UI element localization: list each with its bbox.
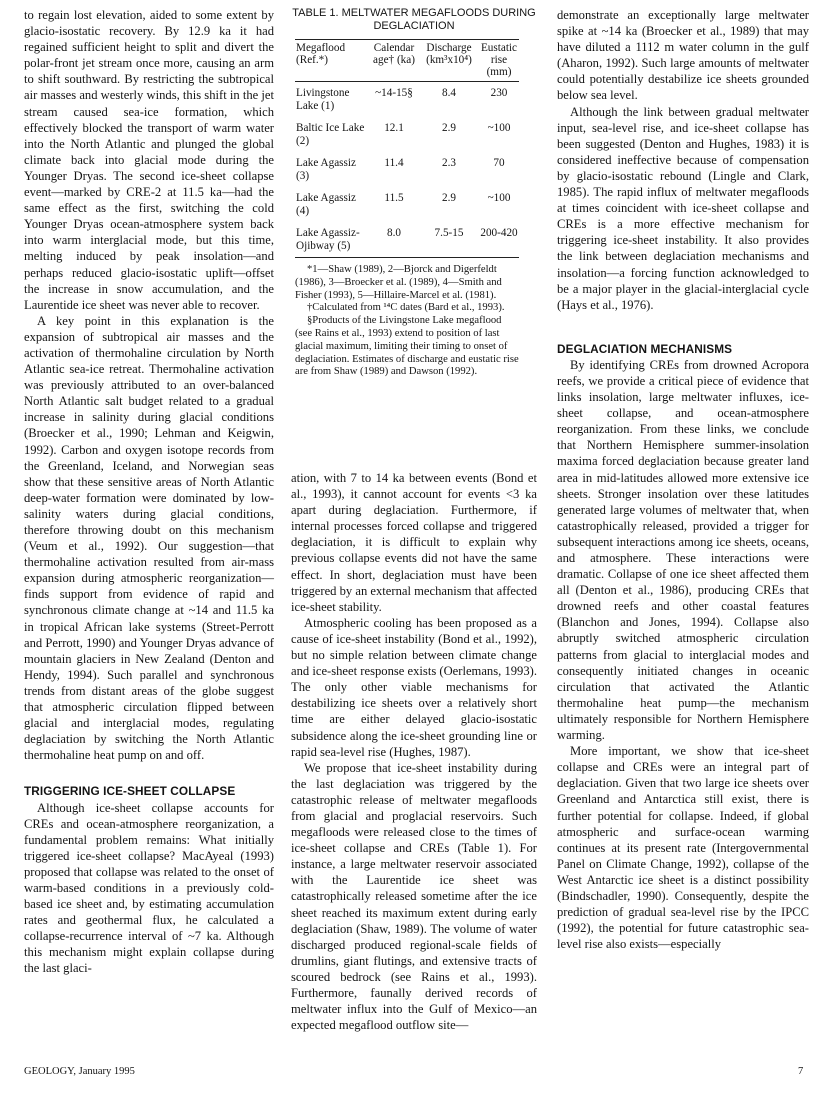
paragraph: By identifying CREs from drowned Acropora reefs, we provide a critical piece of evidence that links insolation, large meltwater influxes, ice-sheet collapse, and ocean-atmosphere reorganization. From these links, we conclude that Northern Hemisphere summer-insolation maxima forced deglaciation because greater land area in mid-latitudes allowed more extensive ice sheets. Stronger insolation over these latitudes generated large volumes of meltwater that, when catastrophically released, provided a trigger for subsequent interactions among ice sheets, oceans, and atmosphere. These interactions were dramatic. Collapse of one ice sheet affected them all (Denton et al., 1986), producing CREs that drowned reefs and other coastal features (Blanchon and Jones, 1994). Collapse also abruptly switched atmospheric circulation patterns from glacial to interglacial modes and consequently initiated changes in oceanic circulation that activated the Atlantic thermohaline heat pump—the mechanism ultimately responsible for Northern Hemisphere warming. [557, 357, 809, 743]
column-left [24, 7, 274, 977]
table-footnote: §Products of the Livingstone Lake megaflood (see Rains et al., 1993) extend to position of last glacial maximum, limiting their timing to onset of deglaciation. Estimates of discharge and eustatic rise are from Shaw (1989) and Dawson (1992). [295, 315, 519, 378]
cell-discharge: 7.5-15 [434, 227, 464, 239]
paragraph: to regain lost elevation, aided to some extent by glacio-isostatic recovery. By 12.9 ka it had regained sufficient height to split and divert the polar-front jet stream once more, causing an arm to shift southward. By restricting the subtropical air masses and westerly winds, this shift in the jet stream caused sea-ice formation, which effectively blocked the transport of warm water into the North Atlantic and plunged the global climate back into glacial mode during the Younger Dryas. The second ice-sheet collapse event—marked by CRE-2 at 11.5 ka—had the same effect as the first, switching the cold Younger Dryas ocean-atmosphere system back into warm interglacial mode, but this time, melting induced by peak insolation—and perhaps reduced glacio-isostatic uplift—offset the increase in snow accumulation, and the Laurentide ice sheet was never able to recover. [24, 8, 274, 312]
header-megaflood: Megaflood (Ref.*) [296, 42, 346, 66]
table-title: TABLE 1. MELTWATER MEGAFLOODS DURING DEGLACIATION [292, 7, 536, 32]
cell-megaflood: Lake Agassiz-Ojibway (5) [296, 227, 360, 252]
table-footnote: †Calculated from ¹⁴C dates (Bard et al., 1993). [307, 302, 505, 314]
cell-rise: ~100 [487, 122, 511, 134]
table-footnote: *1—Shaw (1989), 2—Bjorck and Digerfeldt (1986), 3—Broecker et al. (1989), 4—Smith and Fisher (1993), 5—Hillaire-Marcel et al. (1981). [295, 264, 502, 301]
table-row [295, 187, 519, 222]
cell-discharge: 8.4 [442, 87, 456, 99]
cell-rise: ~100 [487, 192, 511, 204]
cell-age: ~14-15§ [375, 87, 413, 99]
column-middle [291, 7, 537, 390]
table-footnotes [295, 264, 519, 379]
cell-rise: 70 [493, 157, 505, 169]
cell-rise: 200-420 [480, 227, 518, 239]
page-number: 7 [798, 1066, 804, 1077]
paragraph: More important, we show that ice-sheet collapse and CREs were an integral part of deglaciation. Given that two large ice sheets over Greenland and Antarctica still exist, there is further potential for collapse. Indeed, if global atmospheric and surface-ocean warming continues at its present rate (Intergovernmental Panel on Climate Change, 1992), collapse of the West Antarctic ice sheet is a distinct possibility (Bindschadler, 1990). Consequently, despite the prediction of gradual sea-level rise by the IPCC (1992), the potential for future catastrophic sea-level rise also exists—especially [557, 744, 809, 952]
table-row [295, 117, 519, 152]
paragraph: ation, with 7 to 14 ka between events (Bond et al., 1993), it cannot account for events <3 ka apart during deglaciation. Furthermore, if internal processes forced collapse and triggered deglaciation, it is difficult to explain why previous collapse events did not have the same effect. In short, deglaciation must have been triggered by an external mechanism that affected ice-sheet stability. [291, 471, 537, 614]
section-heading-triggering: TRIGGERING ICE-SHEET COLLAPSE [24, 784, 236, 799]
paragraph: Atmospheric cooling has been proposed as a cause of ice-sheet instability (Bond et al., 1992), but no simple relation between climate change and ice-sheet response exists (Oerlemans, 1993). The only other viable mechanisms for destabilizing ice sheets over a relatively short time are either delayed glacio-isostatic subsidence along the ice-sheet grounding line or rapid sea-level rise (Hughes, 1987). [291, 615, 537, 759]
cell-age: 12.1 [384, 122, 404, 134]
paragraph: A key point in this explanation is the expansion of subtropical air masses and the activation of thermohaline circulation by North Atlantic sea-ice retreat. Thermohaline activation was previously attributed to an over-balanced North Atlantic salt budget related to a gradual increase in salinity during glacial conditions (Broecker et al., 1990; Lehman and Keigwin, 1992). Carbon and oxygen isotope records from the Greenland, Iceland, and Norwegian seas show that these sensitive areas of North Atlantic deep-water formation were dominated by low-salinity waters during glacial conditions, therefore throwing doubt on this mechanism (Veum et al., 1992). Our suggestion—that thermohaline activation resulted from air-mass expansion during atmospheric reorganization—finds support from evidence of rapid and synchronous climate change at ~14 and 11.5 ka in tropical African lake systems (Street-Perrott and Perrott, 1990) and Younger Dryas advance of mountain glaciers in New Zealand (Denton and Hendy, 1994). Such parallel and synchronous trends from distant areas of the globe suggest that atmospheric circulation flipped between glacial and interglacial modes, regulating deglaciation by switching the North Atlantic thermohaline heat pump on and off. [24, 313, 274, 763]
paragraph: demonstrate an exceptionally large meltwater spike at ~14 ka (Broecker et al., 1989) that may have diluted a 1112 m water column in the gulf (Aharon, 1992). Such large amounts of meltwater could potentially destabilize ice sheets grounded below sea level. [557, 8, 809, 103]
column-right [557, 7, 809, 952]
paragraph: Although ice-sheet collapse accounts for CREs and ocean-atmosphere reorganization, a fundamental problem remains: What initially triggered ice-sheet collapse? MacAyeal (1993) proposed that collapse was related to the onset of warm-based conditions in a previously cold-based ice sheet and, by estimating accumulation rates and geothermal flux, he calculated a collapse-recurrence interval of ~7 ka. Although this mechanism might explain collapse during the last glaci- [24, 800, 274, 976]
table-row [295, 222, 519, 258]
cell-rise: 230 [490, 87, 508, 99]
cell-megaflood: Baltic Ice Lake (2) [296, 122, 365, 147]
cell-megaflood: Livingstone Lake (1) [296, 87, 350, 112]
table-1 [291, 7, 537, 379]
cell-age: 8.0 [387, 227, 401, 239]
cell-megaflood: Lake Agassiz (3) [296, 157, 356, 182]
cell-discharge: 2.9 [442, 192, 456, 204]
section-heading-deglaciation: DEGLACIATION MECHANISMS [557, 341, 733, 356]
table-row [295, 82, 519, 118]
cell-discharge: 2.9 [442, 122, 456, 134]
cell-megaflood: Lake Agassiz (4) [296, 192, 356, 217]
table-row [295, 152, 519, 187]
header-discharge: Discharge (km³x10⁴) [426, 42, 472, 66]
paragraph: Although the link between gradual meltwater input, sea-level rise, and ice-sheet collapse has been suggested (Denton and Hughes, 1983) it is considered ineffective because of compensation by glacio-isostatic rebound (Lingle and Clark, 1985). The rapid influx of meltwater megafloods at times coincident with ice-sheet collapse and CREs is a more effective mechanism for triggering ice-sheet instability. It also provides the link between deglaciation mechanisms and insolation—a forcing function acknowledged to be a major player in the glacial-interglacial cycle (Hays et al., 1976). [557, 104, 809, 312]
header-eustatic-rise: Eustatic rise (mm) [480, 42, 518, 78]
cell-discharge: 2.3 [442, 157, 456, 169]
cell-age: 11.4 [384, 157, 404, 169]
cell-age: 11.5 [384, 192, 404, 204]
column-middle-text [291, 470, 537, 1033]
megaflood-table [295, 39, 519, 258]
header-calendar-age: Calendar age† (ka) [373, 42, 415, 66]
journal-footer: GEOLOGY, January 1995 [24, 1066, 135, 1077]
table-header-row [295, 40, 519, 82]
paragraph: We propose that ice-sheet instability during the last deglaciation was triggered by the catastrophic release of meltwater megafloods from glacial and proglacial reservoirs. Such megafloods were released close to the times of ice-sheet collapse and CREs (Table 1). For instance, a large meltwater reservoir associated with the Laurentide ice sheet was catastrophically released sometime after the ice sheet reached its maximum extent during early deglaciation (Shaw, 1989). The volume of water discharged produced regional-scale fields of drumlins, giant flutings, and extensive tracts of scoured bedrock (see Rains et al., 1993). Furthermore, faunally derived records of meltwater influx into the Gulf of Mexico—an expected megaflood outflow site— [291, 760, 537, 1033]
